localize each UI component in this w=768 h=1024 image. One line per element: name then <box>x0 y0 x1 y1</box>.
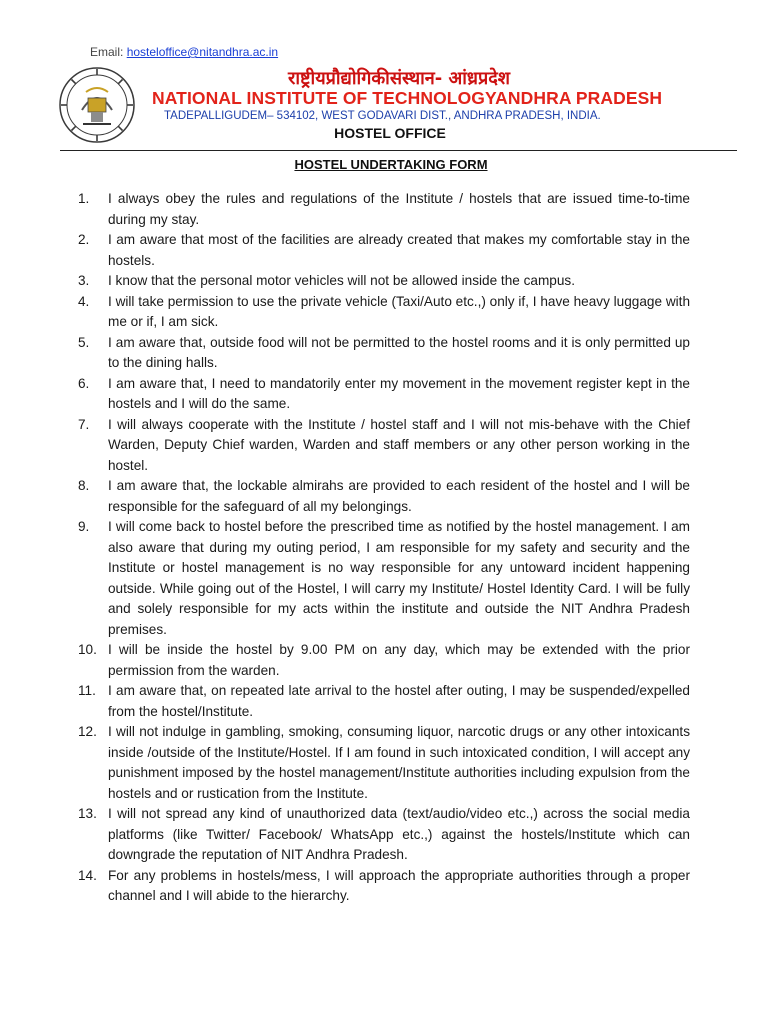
clause-number: 13. <box>78 806 97 821</box>
clause-text: I am aware that most of the facilities are already created that makes my comfortable stay in the hostels. <box>108 232 690 268</box>
header-divider <box>60 150 737 151</box>
clause-number: 12. <box>78 724 97 739</box>
clause-item <box>78 640 690 681</box>
clause-item <box>78 415 690 477</box>
clause-number: 10. <box>78 642 97 657</box>
clause-text: I know that the personal motor vehicles will not be allowed inside the campus. <box>108 273 575 288</box>
clause-number: 14. <box>78 867 97 883</box>
clause-number: 2. <box>78 232 90 247</box>
clause-number: 7. <box>78 416 90 432</box>
clause-item <box>78 476 690 517</box>
clause-text: I am aware that, on repeated late arrival to the hostel after outing, I may be suspended/expelled from the hostel/Institute. <box>108 683 690 719</box>
clause-item <box>78 292 690 333</box>
clause-text: I am aware that, outside food will not be permitted to the hostel rooms and it is only permitted up to the dining halls. <box>108 334 690 370</box>
clause-item <box>78 681 690 722</box>
institute-name-hindi: राष्ट्रीयप्रौद्योगिकीसंस्थान- आंध्रप्रदेश <box>288 68 511 89</box>
clause-text: For any problems in hostels/mess, I will approach the appropriate authorities through a proper channel and I will abide to the hierarchy. <box>108 867 690 903</box>
clause-text: I will always cooperate with the Institute / hostel staff and I will not mis-behave with the Chief Warden, Deputy Chief warden, Warden and staff members or any other person working in the hostel. <box>108 416 690 473</box>
clause-number: 6. <box>78 375 90 391</box>
clause-number: 3. <box>78 273 90 288</box>
clause-item <box>78 722 690 804</box>
clause-text: I will take permission to use the private vehicle (Taxi/Auto etc.,) only if, I have heavy luggage with me or if, I am sick. <box>108 293 690 329</box>
institute-name: NATIONAL INSTITUTE OF TECHNOLOGYANDHRA PRADESH <box>152 88 663 108</box>
clause-number: 1. <box>78 191 90 206</box>
clause-text: I am aware that, I need to mandatorily enter my movement in the movement register kept in the hostels and I will do the same. <box>108 375 690 411</box>
clause-text: I will come back to hostel before the prescribed time as notified by the hostel management. I am also aware that during my outing period, I am responsible for my safety and security and the Institute or hostel management is no way responsible for any untoward incident happening outside. While going out of the Hostel, I will carry my Institute/ Hostel Identity Card. I will be fully and solely responsible for my acts within the institute and outside the NIT Andhra Pradesh premises. <box>108 519 690 637</box>
institute-address: TADEPALLIGUDEM– 534102, WEST GODAVARI DIST., ANDHRA PRADESH, INDIA. <box>164 110 601 122</box>
email-link[interactable]: hosteloffice@nitandhra.ac.in <box>126 45 279 59</box>
clause-number: 5. <box>78 334 90 350</box>
clause-number: 9. <box>78 519 90 534</box>
clause-text: I will be inside the hostel by 9.00 PM on any day, which may be extended with the prior permission from the warden. <box>108 642 690 678</box>
clause-text: I will not spread any kind of unauthorized data (text/audio/video etc.,) across the social media platforms (like Twitter/ Facebook/ WhatsApp etc.,) against the hostels/Institute which can downgrade the reputation of NIT Andhra Pradesh. <box>108 806 690 862</box>
clause-item <box>78 271 690 292</box>
clause-item <box>78 230 690 271</box>
clause-item <box>78 333 690 374</box>
email-label: Email: <box>90 45 124 59</box>
clause-item <box>78 517 690 640</box>
form-title: HOSTEL UNDERTAKING FORM <box>294 157 488 172</box>
email-line <box>90 45 278 59</box>
clause-text: I will not indulge in gambling, smoking, consuming liquor, narcotic drugs or any other intoxicants inside /outside of the Institute/Hostel. If I am found in such intoxicated condition, I will accept any punishment imposed by the hostel management/Institute authorities including expulsion from the hostels and or rustication from the Institute. <box>108 724 690 801</box>
clause-number: 4. <box>78 293 90 309</box>
clause-item <box>78 804 690 866</box>
clause-number: 11. <box>78 683 96 698</box>
clause-text: I am aware that, the lockable almirahs are provided to each resident of the hostel and I will be responsible for the safeguard of all my belongings. <box>108 478 690 514</box>
clause-text: I always obey the rules and regulations of the Institute / hostels that are issued time-to-time during my stay. <box>108 191 690 227</box>
clause-list <box>78 189 690 907</box>
clause-item <box>78 189 690 230</box>
clause-item <box>78 374 690 415</box>
clause-item <box>78 866 690 907</box>
clause-number: 8. <box>78 478 90 493</box>
office-name: HOSTEL OFFICE <box>334 125 446 141</box>
